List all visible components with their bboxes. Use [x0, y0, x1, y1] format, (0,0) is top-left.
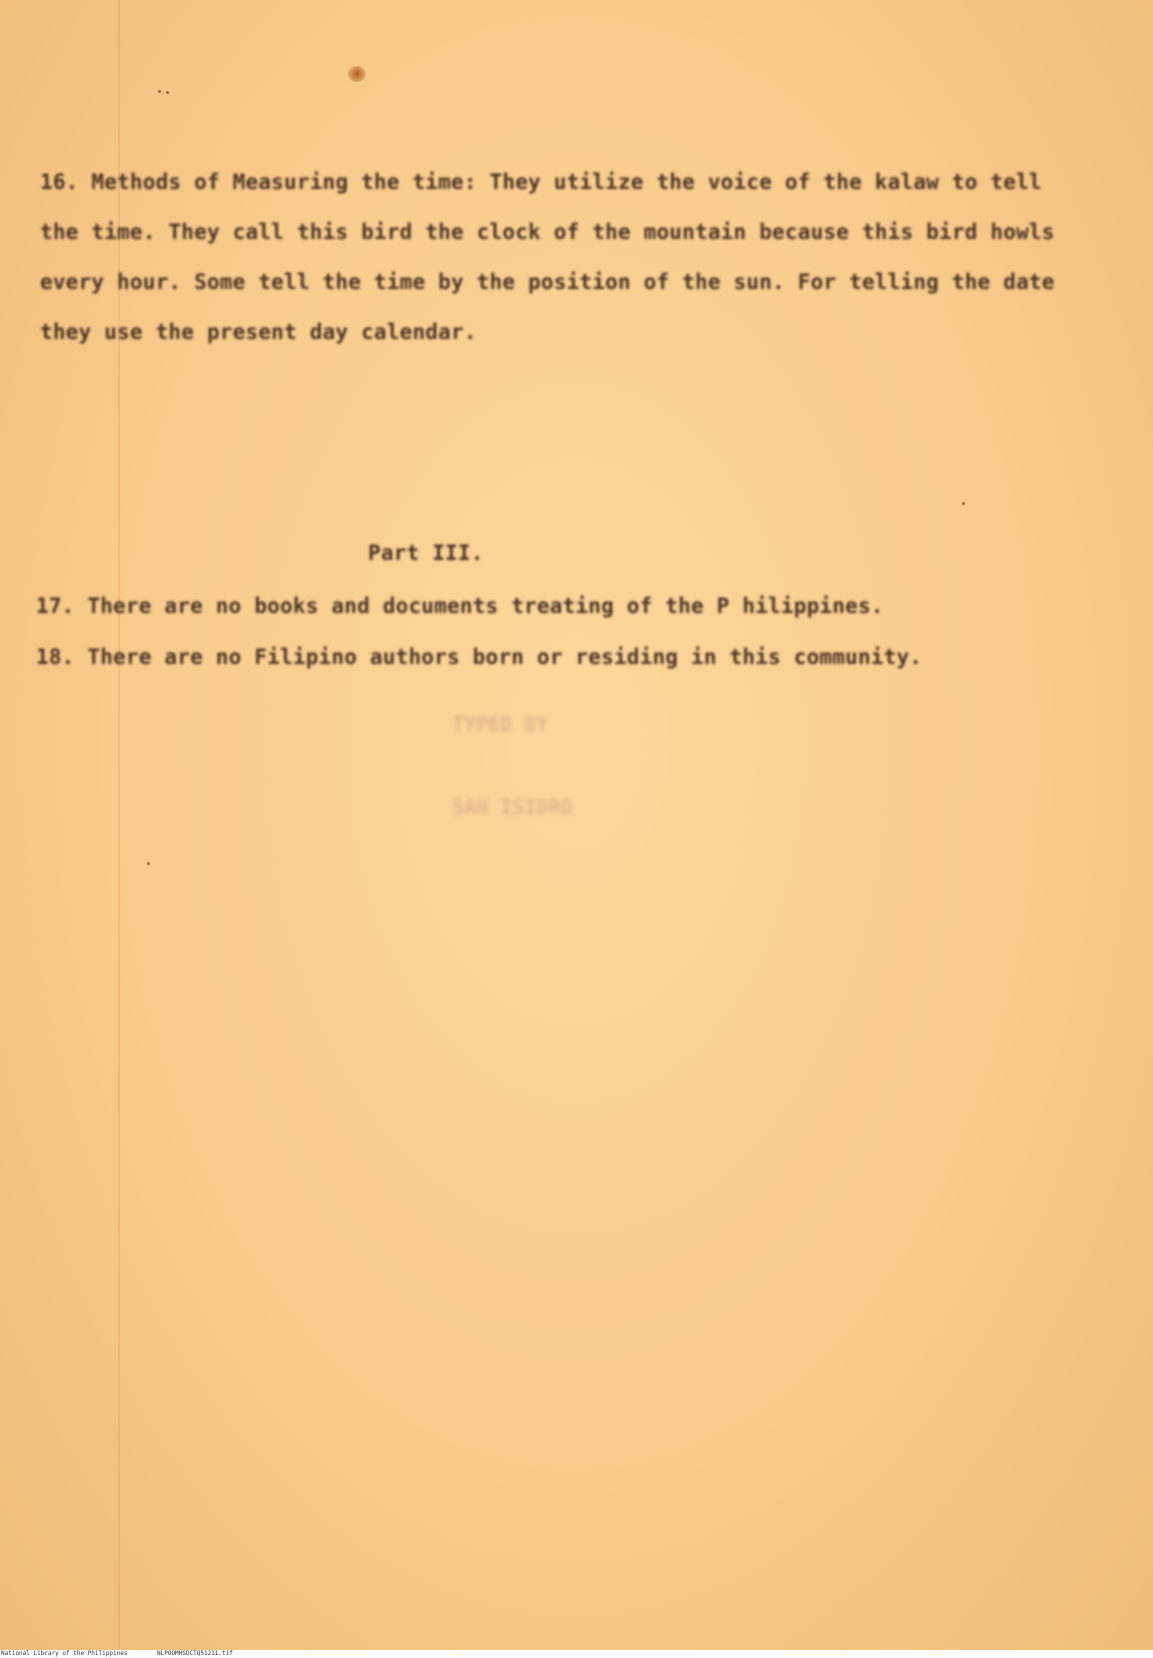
footer-institution: National Library of the Philippines — [1, 1650, 128, 1657]
ink-stain — [348, 66, 366, 82]
bleed-through-line-1: TYPED BY — [452, 712, 549, 736]
item-16-line-3: every hour. Some tell the time by the position of the sun. For telling the date — [40, 270, 1055, 294]
part-heading: Part III. — [368, 541, 484, 565]
dust-speck — [158, 90, 161, 93]
item-17: 17. There are no books and documents treating of the P hilippines. — [36, 594, 884, 618]
bleed-through-line-2: SAN ISIDRO — [452, 795, 573, 819]
dust-speck — [962, 502, 965, 505]
margin-rule — [118, 0, 120, 1650]
item-16-line-1: 16. Methods of Measuring the time: They utilize the voice of the kalaw to tell — [40, 170, 1042, 194]
item-16-line-4: they use the present day calendar. — [40, 320, 477, 344]
item-16-line-2: the time. They call this bird the clock of the mountain because this bird howls — [40, 220, 1055, 244]
dust-speck — [166, 91, 169, 94]
dust-speck — [147, 862, 150, 865]
footer-filename: NLPOOMHSDCTQ51211.tif — [157, 1650, 233, 1657]
item-18: 18. There are no Filipino authors born or residing in this community. — [36, 645, 923, 669]
